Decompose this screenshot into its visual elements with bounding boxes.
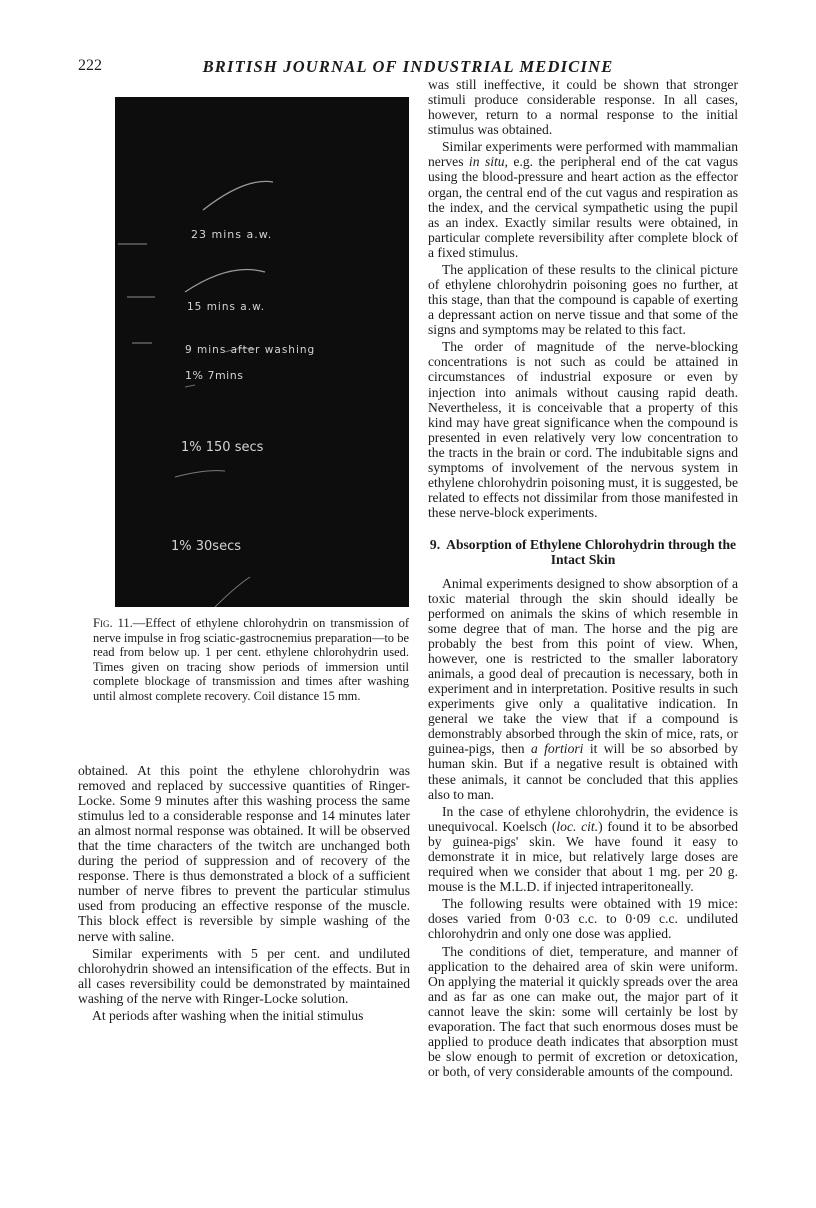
nerve-tracing-figure: [115, 97, 409, 607]
left-column: [78, 763, 410, 1025]
text-run: , e.g. the peripheral end of the cat vagus using the blood-pressure and heart action as the effector organ, the central end of the cut vagus and respiration as the index, and the cervical sympathetic using the pupil as an index. Exactly similar results were obtained, in particular complete reversibility after complete block of a fixed stimulus.: [428, 154, 738, 260]
text-run: Similar experiments were performed with mammalian nerves: [428, 139, 738, 170]
italic-term: a fortiori: [530, 741, 584, 757]
section-title: Absorption of Ethylene Chlorohydrin through the Intact Skin: [446, 536, 737, 567]
trace-label-1: 23 mins a.w.: [191, 228, 273, 241]
text-run: In the case of ethylene chlorohydrin, the evidence is unequivocal. Koelsch (: [428, 803, 738, 834]
paragraph: The following results were obtained with 19 mice: doses varied from 0·03 c.c. to 0·09 c.c. undiluted chlorohydrin and only one dose was applied.: [428, 896, 738, 942]
text-run: Animal experiments designed to show absorption of a toxic material through the skin should ideally be performed on animals the skins of which resemble in some degree that of man. The horse and the pig are probably the best from this point of view. When, however, one is restricted to the smaller laboratory animals, a good deal of precaution is necessary, both in experiment and in interpretation. Positive results in such experiments give only a qualitative indication. In general we take the view that if a compound is demonstrably absorbed through the skin of mice, rats, or guinea-pigs, then: [428, 575, 738, 757]
text-run: ) found it to be absorbed by guinea-pigs' skin. We have found it easy to demonstrate it in mice, but relatively large doses are required when we consider that about 1 mg. per 20 g. mouse is the M.L.D. if injected intraperitoneally.: [428, 818, 739, 895]
paragraph: The conditions of diet, temperature, and manner of application to the dehaired area of skin were uniform. On applying the material it quickly spreads over the area and as far as one can make out, the major part of it cannot leave the skin: some will certainly be lost by evaporation. The fact that such enormous doses must be applied to produce death indicates that absorption must be slow enough to permit of excretion or detoxication, or both, of very considerable amounts of the compound.: [428, 943, 738, 1079]
trace-7min: [185, 385, 195, 387]
paragraph: [428, 804, 738, 894]
paragraph: The application of these results to the clinical picture of ethylene chlorohydrin poisoning goes no further, at this stage, than that the compound is capable of exerting a depressant action on nerve tissue and that some of the signs and symptoms may be related to this fact.: [428, 261, 738, 338]
section-number: 9.: [429, 536, 441, 552]
italic-term: loc. cit.: [556, 818, 599, 834]
text-run: it will be so absorbed by human skin. But if a negative result is obtained with these animals, it cannot be concluded that this applies also to man.: [428, 741, 738, 802]
paragraph: [428, 576, 738, 802]
caption-text: —Effect of ethylene chlorohydrin on transmission of nerve impulse in frog sciatic-gastrocnemius preparation—to be read from below up. 1 per cent. ethylene chlorohydrin used. Times given on tracing show periods of immersion until complete blockage of transmission and times after washing until almost complete recovery. Coil distance 15 mm.: [93, 616, 409, 703]
paragraph: Similar experiments with 5 per cent. and undiluted chlorohydrin showed an intensification of the effects. But in all cases reversibility could be demonstrated by maintained washing of the nerve with Ringer-Locke solution.: [78, 945, 410, 1006]
journal-title: BRITISH JOURNAL OF INDUSTRIAL MEDICINE: [202, 57, 614, 76]
trace-label-6: 1% 30secs: [171, 539, 241, 554]
figure-label: Fig. 11.: [93, 616, 133, 630]
trace-150s: [175, 471, 225, 477]
section-heading: [428, 537, 738, 567]
trace-label-2: 15 mins a.w.: [187, 301, 266, 313]
trace-15min: [185, 270, 265, 293]
paragraph: At periods after washing when the initial stimulus: [92, 1008, 364, 1024]
trace-label-3: 9 mins after washing: [185, 344, 316, 356]
figure-caption: [93, 616, 409, 704]
trace-label-5: 1% 150 secs: [181, 440, 264, 455]
paragraph: [428, 139, 738, 259]
trace-23min: [203, 181, 273, 210]
paragraph: The order of magnitude of the nerve-blocking concentrations is not such as could be attained in circumstances of industrial exposure or even by injection into animals without causing rapid death. Nevertheless, it is conceivable that a property of this kind may have great significance when the compound is presented in even relatively very low concentration to the tracts in the brain or cord. The indubitable signs and symptoms of involvement of the nervous system in ethylene chlorohydrin poisoning must, it is suggested, be related to effects not dissimilar from those manifested in these nerve-block experiments.: [428, 339, 738, 520]
trace-30s: [215, 577, 250, 607]
trace-label-4: 1% 7mins: [185, 369, 244, 382]
paragraph: was still ineffective, it could be shown that stronger stimuli produce considerable response. In all cases, however, return to a normal response to the initial stimulus was obtained.: [428, 77, 738, 138]
italic-term: in situ: [468, 154, 505, 170]
paragraph: obtained. At this point the ethylene chlorohydrin was removed and replaced by successive quantities of Ringer-Locke. Some 9 minutes after this washing process the same stimulus led to a considerable response and 14 minutes later an almost normal response was obtained. It will be observed that the time characters of the twitch are unchanged both during the period of suppression and of recovery of the response. There is thus demonstrated a block of a sufficient number of nerve fibres to prevent the particular stimulus used from producing an effective response of the muscle. This block effect is reversible by simple washing of the nerve with saline.: [78, 763, 410, 944]
right-column: [428, 77, 738, 1081]
page-number: 222: [78, 57, 102, 74]
